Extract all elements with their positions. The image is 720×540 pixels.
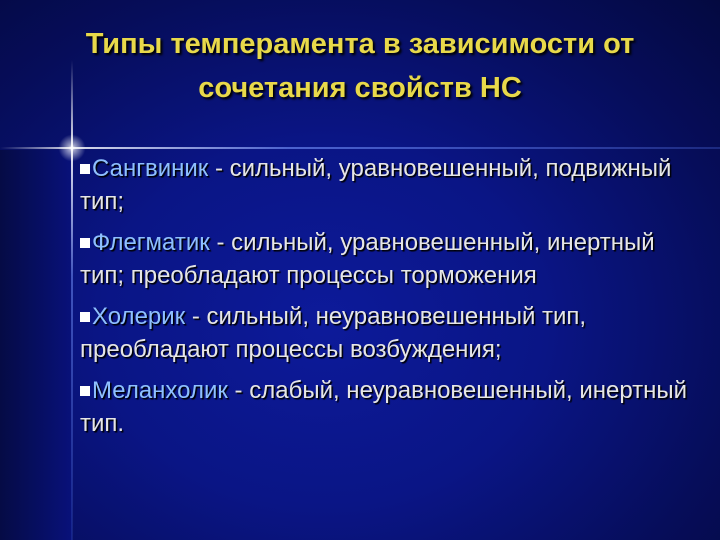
slide-title: [40, 22, 680, 110]
square-bullet-icon: [80, 312, 90, 322]
list-item-melancholic: [80, 374, 700, 440]
list-item-phlegmatic: [80, 226, 700, 292]
description-sanguine: - сильный, уравновешенный, подвижный тип;: [80, 155, 672, 215]
term-sanguine: Сангвиник: [92, 155, 209, 182]
description-melancholic: - слабый, неуравновешенный, инертный тип.: [80, 377, 688, 437]
temperament-list: [80, 152, 700, 448]
list-item-sanguine: [80, 152, 700, 218]
horizontal-decor-line: [0, 147, 720, 149]
left-decor-band: [0, 150, 72, 540]
title-line-2: сочетания свойств НС: [198, 72, 522, 104]
term-melancholic: Меланхолик: [92, 377, 228, 404]
term-choleric: Холерик: [92, 303, 186, 330]
square-bullet-icon: [80, 386, 90, 396]
square-bullet-icon: [80, 238, 90, 248]
term-phlegmatic: Флегматик: [92, 229, 210, 256]
description-choleric: - сильный, неуравновешенный тип, преобладают процессы возбуждения;: [80, 303, 587, 363]
title-line-1: Типы темперамента в зависимости от: [85, 28, 635, 60]
list-item-choleric: [80, 300, 700, 366]
square-bullet-icon: [80, 164, 90, 174]
description-phlegmatic: - сильный, уравновешенный, инертный тип; преобладают процессы торможения: [80, 229, 655, 289]
